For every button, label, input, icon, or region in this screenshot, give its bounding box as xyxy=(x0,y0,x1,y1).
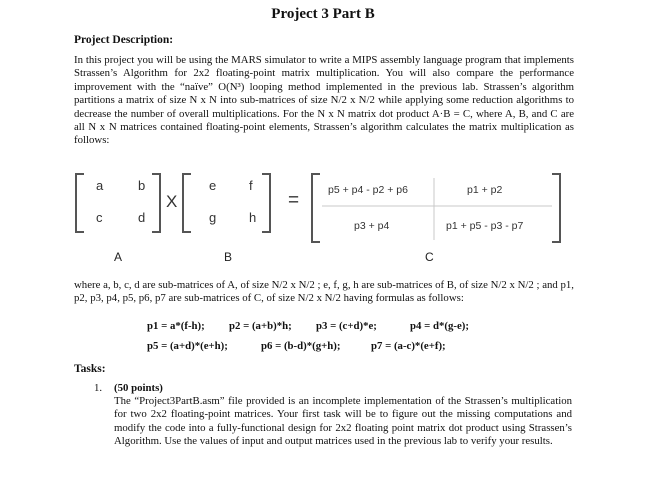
formula-p7: p7 = (a-c)*(e+f); xyxy=(371,340,446,352)
matrix-b-right-bracket xyxy=(262,174,270,232)
matrix-c-left-bracket xyxy=(312,174,320,242)
where-paragraph: where a, b, c, d are sub-matrices of A, of size N/2 x N/2 ; e, f, g, h are sub-matrices of B, of size N/2 x N/2 ; and p1, p2, p3, p4, p5, p6, p7 are sub-matrices of C, of size N/2 x N/2 having formulas as follows: xyxy=(74,279,574,305)
matrix-a-cell-c: c xyxy=(96,210,103,225)
matrix-c-cell-21: p3 + p4 xyxy=(354,220,390,232)
formula-p1: p1 = a*(f-h); xyxy=(147,320,205,332)
page-title: Project 3 Part B xyxy=(271,6,375,22)
formula-p4: p4 = d*(g-e); xyxy=(410,320,469,332)
matrix-c-label: C xyxy=(425,250,434,264)
formula-p3: p3 = (c+d)*e; xyxy=(316,320,377,332)
matrix-c-cell-22: p1 + p5 - p3 - p7 xyxy=(446,220,524,232)
project-description-paragraph: In this project you will be using the MARS simulator to write a MIPS assembly language program that implements Strassen’s Algorithm for 2x2 floating-point matrix multiplication. You will also compare the performance improvement with the “naïve” O(N³) looping method implemented in the previous lab. Strassen’s algorithm partitions a matrix of size N x N into sub-matrices of size N/2 x N/2 while applying some reduction algorithms to decrease the number of overall multiplications. For the N x N matrix dot product A·B = C, where A, B, and C are all N x N matrices contained floating-point elements, Strassen’s algorithm calculates the matrix multiplication as follows: xyxy=(74,54,574,147)
matrix-b-cell-h: h xyxy=(249,210,257,225)
task-number: 1. xyxy=(94,382,103,394)
matrix-c-cell-11: p5 + p4 - p2 + p6 xyxy=(328,184,408,196)
matrix-a-right-bracket xyxy=(152,174,160,232)
matrix-c-right-bracket xyxy=(552,174,560,242)
formula-p6: p6 = (b-d)*(g+h); xyxy=(261,340,341,352)
strassen-diagram xyxy=(0,170,646,270)
project-description-heading: Project Description: xyxy=(74,34,174,46)
matrix-b-label: B xyxy=(224,250,233,264)
matrix-b-left-bracket xyxy=(183,174,191,232)
matrix-a-cell-d: d xyxy=(138,210,146,225)
matrix-c-cell-12: p1 + p2 xyxy=(467,184,503,196)
formula-p5: p5 = (a+d)*(e+h); xyxy=(147,340,228,352)
times-symbol: X xyxy=(166,192,178,211)
matrix-a-cell-b: b xyxy=(138,178,146,193)
formula-p2: p2 = (a+b)*h; xyxy=(229,320,292,332)
matrix-b-cell-g: g xyxy=(209,210,217,225)
matrix-a-cell-a: a xyxy=(96,178,104,193)
task-text: The “Project3PartB.asm” file provided is an incomplete implementation of the Strassen’s multiplication for two 2x2 floating-point matrices. Your first task will be to figure out the missing computations and modify the code into a fully-functional design for 2x2 floating point matrix dot product using Strassen’s Algorithm. Use the values of input and output matrices used in the previous lab to verify your results. xyxy=(114,395,572,448)
matrix-b-cell-f: f xyxy=(249,178,253,193)
task-points: (50 points) xyxy=(114,382,163,394)
matrix-a-left-bracket xyxy=(76,174,84,232)
tasks-heading: Tasks: xyxy=(74,363,106,375)
matrix-b-cell-e: e xyxy=(209,178,217,193)
equals-symbol: = xyxy=(288,190,300,211)
matrix-a-label: A xyxy=(114,250,123,264)
